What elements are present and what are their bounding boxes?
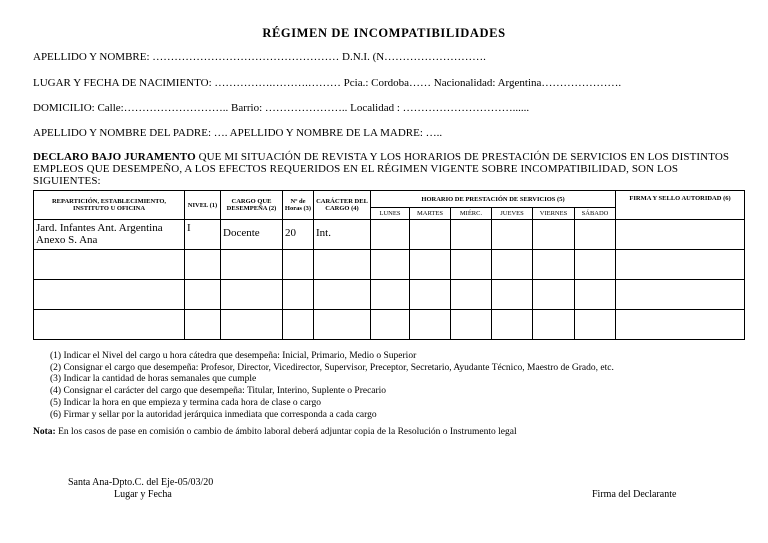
header-cargo: CARGO QUE DESEMPEÑA (2) <box>221 191 283 220</box>
footnote-5: (5) Indicar la hora en que empieza y termina cada hora de clase o cargo <box>50 397 321 408</box>
header-day-viernes: VIERNES <box>533 208 575 220</box>
header-day-miercoles: MIÉRC. <box>451 208 492 220</box>
header-day-martes: MARTES <box>410 208 451 220</box>
table-row <box>34 280 745 310</box>
nota <box>33 427 517 437</box>
cell-sabado <box>575 220 616 250</box>
cell-reparticion: Jard. Infantes Ant. Argentina Anexo S. Ana <box>34 220 185 250</box>
header-reparticion: REPARTICIÓN, ESTABLECIMIENTO, INSTITUTO U OFICINA <box>34 191 185 220</box>
cell-martes <box>410 220 451 250</box>
header-horas: Nº de Horas (3) <box>283 191 314 220</box>
place-date: Santa Ana-Dpto.C. del Eje-05/03/20 <box>68 477 214 488</box>
apellido-line: APELLIDO Y NOMBRE: …………………………………………… D.N.I. (N………………………. <box>33 51 486 63</box>
nota-label: Nota: <box>33 427 56 437</box>
page-title: RÉGIMEN DE INCOMPATIBILIDADES <box>262 26 506 40</box>
footnote-3: (3) Indicar la cantidad de horas semanales que cumple <box>50 374 257 385</box>
lugar-nacimiento-line: LUGAR Y FECHA DE NACIMIENTO: …………….……….……… Pcia.: Cordoba…… Nacionalidad: Argentina…………………. <box>33 77 622 89</box>
cell-nivel: I <box>185 220 221 250</box>
declaration-bold: DECLARO BAJO JURAMENTO <box>33 151 196 163</box>
cell-lunes <box>371 220 410 250</box>
cell-miercoles <box>451 220 492 250</box>
header-caracter: CARÁCTER DEL CARGO (4) <box>314 191 371 220</box>
footnote-2: (2) Consignar el cargo que desempeña: Profesor, Director, Vicedirector, Supervisor, Preceptor, Secretario, Ayudante Técnico, Maestro de Grado, etc. <box>50 362 614 373</box>
cell-cargo: Docente <box>221 220 283 250</box>
cell-viernes <box>533 220 575 250</box>
table-row <box>34 220 745 250</box>
nota-text: En los casos de pase en comisión o cambio de ámbito laboral deberá adjuntar copia de la Resolución o Instrumento legal <box>55 427 517 437</box>
domicilio-line: DOMICILIO: Calle:……………………….. Barrio: ………………….. Localidad : …………………………...... <box>33 102 530 114</box>
place-date-label: Lugar y Fecha <box>114 489 172 500</box>
table-row <box>34 250 745 280</box>
cell-jueves <box>492 220 533 250</box>
header-day-lunes: LUNES <box>371 208 410 220</box>
padres-line: APELLIDO Y NOMBRE DEL PADRE: …. APELLIDO Y NOMBRE DE LA MADRE: ….. <box>33 127 443 139</box>
cell-horas: 20 <box>283 220 314 250</box>
header-horario: HORARIO DE PRESTACIÓN DE SERVICIOS (5) <box>371 191 616 208</box>
header-day-jueves: JUEVES <box>492 208 533 220</box>
header-nivel: NIVEL (1) <box>185 191 221 220</box>
declaration-text: QUE MI SITUACIÓN DE REVISTA Y LOS HORARIOS DE PRESTACIÓN DE SERVICIOS EN LOS DISTINTOS EMPLEOS QUE DESEMPEÑO, A LOS EFECTOS REQUERIDOS EN EL RÉGIMEN VIGENTE SOBRE INCOMPATIBILIDAD, SON LOS SIGUIENTES: <box>33 151 730 187</box>
signer-label: Firma del Declarante <box>592 489 677 500</box>
footnote-4: (4) Consignar el carácter del cargo que desempeña: Titular, Interino, Suplente o Precario <box>50 386 387 397</box>
footnote-6: (6) Firmar y sellar por la autoridad jerárquica inmediata que corresponda a cada cargo <box>50 409 377 420</box>
header-firma: FIRMA Y SELLO AUTORIDAD (6) <box>616 191 745 220</box>
footnotes <box>50 351 614 421</box>
footnote-1: (1) Indicar el Nivel del cargo u hora cátedra que desempeña: Inicial, Primario, Medio o Superior <box>50 351 417 361</box>
services-table <box>33 190 745 340</box>
cell-firma <box>616 220 745 250</box>
cell-caracter: Int. <box>314 220 371 250</box>
header-day-sabado: SÁBADO <box>575 208 616 220</box>
declaration <box>33 151 743 187</box>
table-row <box>34 310 745 340</box>
